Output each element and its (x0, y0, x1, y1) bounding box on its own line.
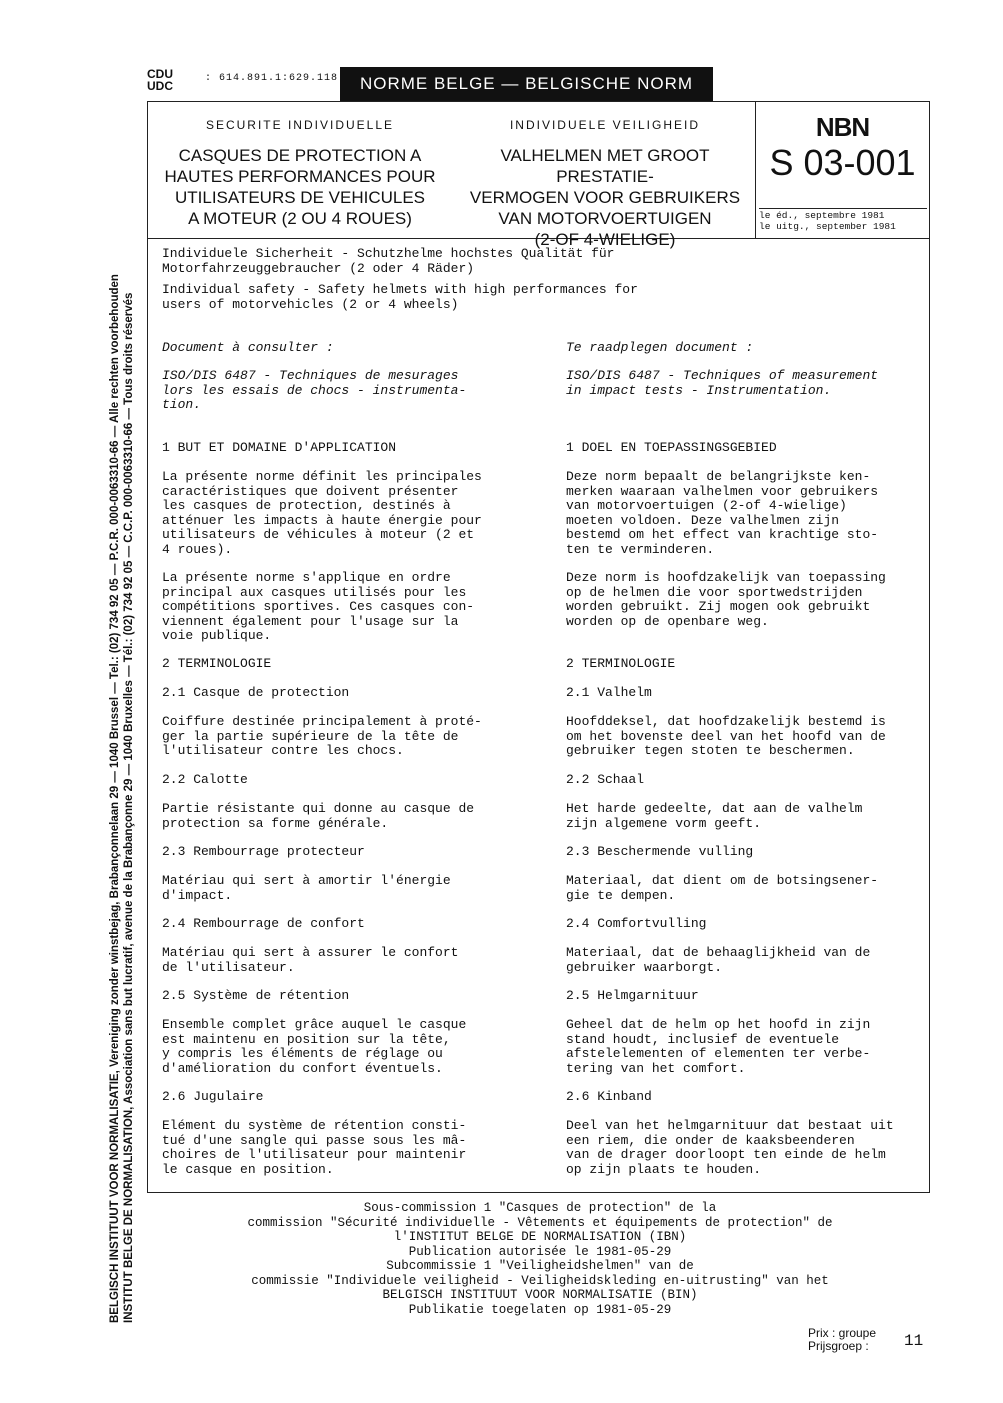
fr-def-2-5-title: 2.5 Système de rétention (162, 988, 350, 1003)
fr-def-2-5: Ensemble complet grâce auquel le casque est maintenu en position sur la tête, y compris les éléments de réglage ou d'amélioration du confort éventuels. (162, 1017, 467, 1076)
nl-doc-label: Te raadplegen document : (566, 340, 754, 355)
fr-section1-p2: La présente norme s'applique en ordre principal aux casques utilisés pour les compétitions sportives. Ces casques con- viennent également pour l'usage sur la voie publique. (162, 570, 475, 643)
publication-footer (160, 1201, 920, 1317)
price-label-nl: Prijsgroep : (808, 1339, 869, 1353)
fr-def-2-3-title: 2.3 Rembourrage protecteur (162, 844, 365, 859)
edition-nl: le uitg., september 1981 (759, 221, 896, 232)
fr-def-2-4-title: 2.4 Rembourrage de confort (162, 916, 365, 931)
nl-def-2-6-title: 2.6 Kinband (566, 1089, 652, 1104)
footer-line: Publikatie toegelaten op 1981-05-29 (408, 1302, 672, 1317)
price-group-value: 11 (904, 1332, 924, 1350)
nl-def-2-3-title: 2.3 Beschermende vulling (566, 844, 754, 859)
fr-doc-ref: ISO/DIS 6487 - Techniques de mesurages lors les essais de chocs - instrumenta- tion. (162, 368, 467, 412)
cdu-text: CDU (147, 67, 173, 81)
nl-doc-ref: ISO/DIS 6487 - Techniques of measurement in impact tests - Instrumentation. (566, 368, 879, 398)
nl-def-2-5-title: 2.5 Helmgarnituur (566, 988, 699, 1003)
side-line-nl: BELGISCH INSTITUUT VOOR NORMALISATIE, Vereniging zonder winstbejag, Brabançonnelaan 29 — 1040 Brussel — Tel.: (02) 734 92 05 — P.C.R. 000-0063310-66 — Alle rechten voorbehouden (109, 274, 121, 1323)
nl-def-2-5: Geheel dat de helm op het hoofd in zijn stand houdt, inclusief de eventuele afstelelementen of elementen ter verbe- tering van het comfort. (566, 1017, 871, 1076)
fr-section1-title: 1 BUT ET DOMAINE D'APPLICATION (162, 440, 397, 455)
side-line-fr: INSTITUT BELGE DE NORMALISATION, Association sans but lucratif, avenue de la Brabançonne 29 — 1040 Bruxelles — Tél.: (02) 734 92 05 — C.C.P. 000-0063310-66 — Tous droits réservés (123, 292, 135, 1323)
nl-def-2-2-title: 2.2 Schaal (566, 772, 645, 787)
footer-line: commissie "Individuele veiligheid - Veiligheidskleding en-uitrusting" van het (251, 1273, 829, 1288)
nl-subject: INDIVIDUELE VEILIGHEID (509, 118, 701, 132)
footer-line: Sous-commission 1 "Casques de protection" de la (363, 1201, 717, 1215)
fr-def-2-4: Matériau qui sert à assurer le confort de l'utilisateur. (162, 945, 459, 975)
fr-def-2-6-title: 2.6 Jugulaire (162, 1089, 264, 1104)
nl-def-2-4: Materiaal, dat de behaaglijkheid van de gebruiker waarborgt. (566, 945, 871, 975)
nl-def-2-6: Deel van het helmgarnituur dat bestaat uit een riem, die onder de kaaksbeenderen van de drager doorloopt ten einde de helm op zijn plaats te houden. (566, 1118, 894, 1177)
fr-doc-label: Document à consulter : (162, 340, 334, 355)
footer-line: commission "Sécurité individuelle - Vêtements et équipements de protection" de (247, 1215, 833, 1230)
norm-banner: NORME BELGE — BELGISCHE NORM (340, 67, 713, 101)
price-label-fr: Prix : groupe (808, 1326, 877, 1340)
side-publisher-info (108, 98, 136, 1323)
fr-def-2-2: Partie résistante qui donne au casque de protection sa forme générale. (162, 801, 475, 831)
footer-line: l'INSTITUT BELGE DE NORMALISATION (IBN) (393, 1230, 687, 1244)
nbn-label: NBN (815, 112, 870, 142)
fr-section1-p1: La présente norme définit les principales caractéristiques que doivent présenter les casques de protection, destinés à atténuer les impacts à haute énergie pour utilisateurs de véhicules à moteur (2 et 4 roues). (162, 469, 482, 557)
footer-line: Publication autorisée le 1981-05-29 (408, 1244, 672, 1259)
en-title: Individual safety - Safety helmets with high performances for users of motorvehicles (2 or 4 wheels) (162, 282, 638, 312)
edition-fr: le éd., septembre 1981 (759, 210, 885, 221)
footer-line: Subcommissie 1 "Veiligheidshelmen" van de (386, 1259, 694, 1273)
fr-section2-title: 2 TERMINOLOGIE (162, 656, 272, 671)
nl-def-2-1-title: 2.1 Valhelm (566, 685, 652, 700)
cdu-label (147, 68, 173, 92)
footer-line: BELGISCH INSTITUUT VOOR NORMALISATIE (BIN) (382, 1288, 698, 1302)
nl-def-2-3: Materiaal, dat dient om de botsingsener- gie te dempen. (566, 873, 879, 903)
nl-section2-title: 2 TERMINOLOGIE (566, 656, 676, 671)
nl-def-2-4-title: 2.4 Comfortvulling (566, 916, 707, 931)
udc-text: UDC (147, 79, 173, 93)
nl-section1-p1: Deze norm bepaalt de belangrijkste ken- merken waaraan valhelmen voor gebruikers van motorvoertuigen (2-of 4-wielige) moeten voldoen. Deze valhelmen zijn bestemd om het effect van krachtige sto- ten te verminderen. (566, 469, 879, 557)
fr-def-2-3: Matériau qui sert à amortir l'énergie d'impact. (162, 873, 451, 903)
fr-def-2-1: Coiffure destinée principalement à proté- ger la partie supérieure de la tête de l'utilisateur contre les chocs. (162, 714, 482, 758)
fr-title: CASQUES DE PROTECTION A HAUTES PERFORMANCES POUR UTILISATEURS DE VEHICULES A MOTEUR (2 OU 4 ROUES) (164, 146, 436, 228)
fr-def-2-6: Elément du système de rétention consti- tué d'une sangle qui passe sous les mâ- choires de l'utilisateur pour maintenir le casque en position. (162, 1118, 467, 1177)
nl-section1-p2: Deze norm is hoofdzakelijk van toepassing op de helmen die voor sportwedstrijden worden gebruikt. Zij mogen ook gebruikt worden op de openbare weg. (566, 570, 886, 629)
udc-code: : 614.891.1:629.118 (205, 73, 339, 84)
price-group-label (808, 1327, 876, 1353)
nl-def-2-1: Hoofddeksel, dat hoofdzakelijk bestemd is om het bovenste deel van het hoofd van de gebruiker tegen stoten te beschermen. (566, 714, 886, 758)
nl-def-2-2: Het harde gedeelte, dat aan de valhelm zijn algemene vorm geeft. (566, 801, 863, 831)
de-title: Individuele Sicherheit - Schutzhelme hochstes Qualität für Motorfahrzeuggebraucher (2 oder 4 Räder) (162, 246, 615, 276)
nl-title: VALHELMEN MET GROOT PRESTATIE- VERMOGEN VOOR GEBRUIKERS VAN MOTORVOERTUIGEN (2-OF 4-WIELIGE) (469, 146, 741, 249)
edition-info (759, 208, 927, 232)
norm-number: S 03-001 (769, 142, 916, 183)
fr-subject: SECURITE INDIVIDUELLE (205, 118, 395, 132)
fr-def-2-2-title: 2.2 Calotte (162, 772, 248, 787)
fr-def-2-1-title: 2.1 Casque de protection (162, 685, 350, 700)
nl-section1-title: 1 DOEL EN TOEPASSINGSGEBIED (566, 440, 777, 455)
